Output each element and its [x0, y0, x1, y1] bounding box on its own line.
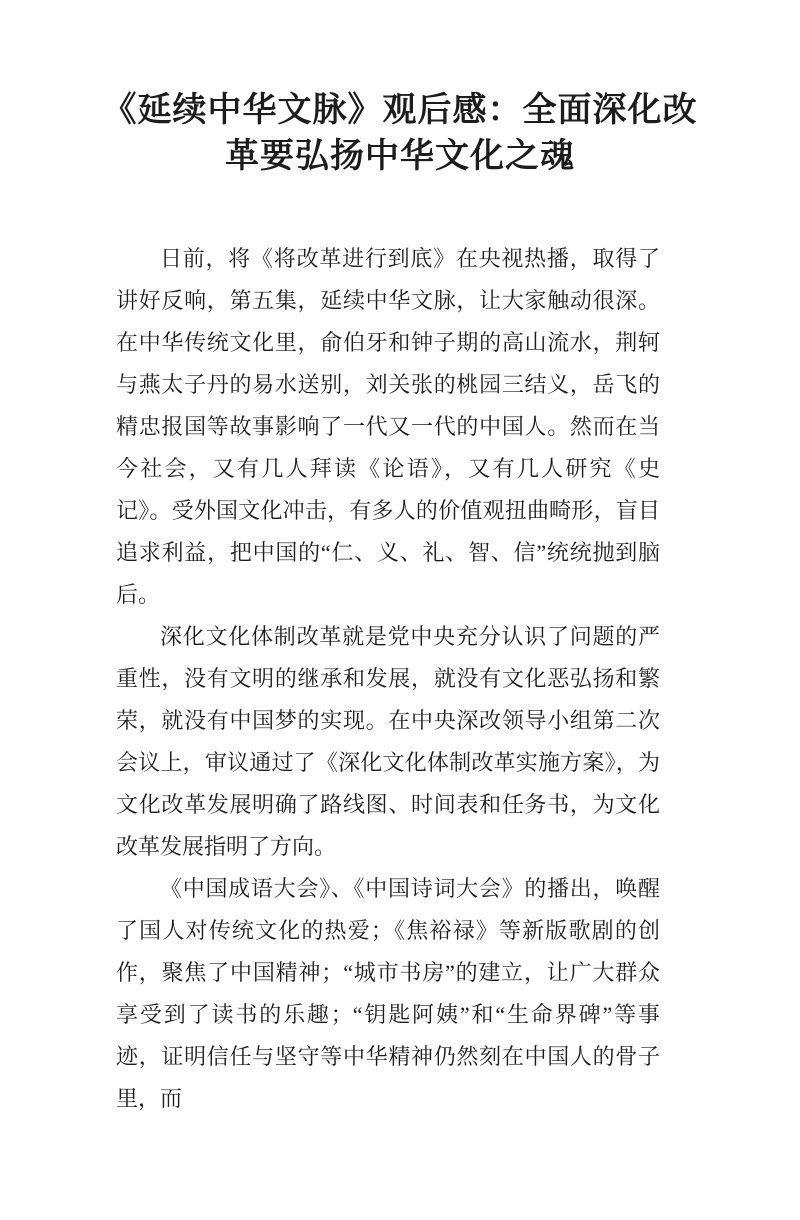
- title-line-1: 《延续中华文脉》观后感：全面深化改: [102, 92, 698, 129]
- paragraph-2: 深化文化体制改革就是党中央充分认识了问题的严重性，没有文明的继承和发展，就没有文化恶弘扬和繁荣，就没有中国梦的实现。在中央深改领导小组第二次会议上，审议通过了《深化文化体制改革实施方案》，为文化改革发展明确了路线图、时间表和任务书，为文化改革发展指明了方向。: [116, 624, 660, 859]
- title-line-2: 革要弘扬中华文化之魂: [225, 138, 575, 175]
- document-page: [0, 88, 800, 1220]
- paragraph-3: 《中国成语大会》、《中国诗词大会》的播出，唤醒了国人对传统文化的热爱；《焦裕禄》等新版歌剧的创作，聚焦了中国精神；“城市书房”的建立，让广大群众享受到了读书的乐趣；“钥匙阿姨”和“生命界碑”等事迹，证明信任与坚守等中华精神仍然刻在中国人的骨子里，而: [116, 876, 660, 1111]
- document-title: [90, 88, 710, 180]
- paragraph-1: 日前，将《将改革进行到底》在央视热播，取得了讲好反响，第五集，延续中华文脉，让大家触动很深。在中华传统文化里，俞伯牙和钟子期的高山流水，荆轲与燕太子丹的易水送别，刘关张的桃园三结义，岳飞的精忠报国等故事影响了一代又一代的中国人。然而在当今社会，又有几人拜读《论语》，又有几人研究《史记》。受外国文化冲击，有多人的价值观扭曲畸形，盲目追求利益，把中国的“仁、义、礼、智、信”统统抛到脑后。: [116, 246, 660, 607]
- document-body: [116, 238, 660, 1120]
